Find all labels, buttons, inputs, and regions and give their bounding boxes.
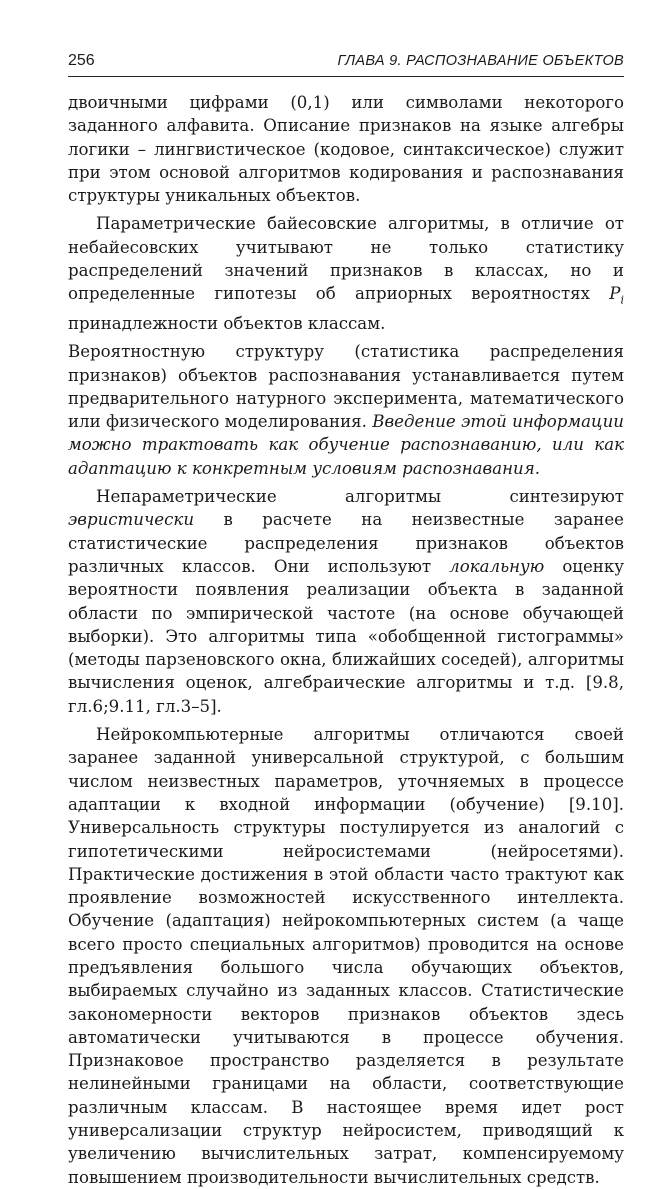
probability-symbol: P: [609, 284, 621, 304]
paragraph-5: Нейрокомпьютерные алгоритмы отличаются своей заранее заданной универсальной структурой, с большим числом неизвестных параметров, уточняемых в процессе адаптации к входной информации (обучение) [9.10]. Универсальность структуры постулируется из аналогий с гипотетическими нейросистемами (нейросетями). Практические достижения в этой области часто трактуют как проявление возможностей искусственного интеллекта. Обучение (адаптация) нейрокомпьютерных систем (а чаще всего просто специальных алгоритмов) проводится на основе предъявления большого числа обучающих объектов, выбираемых случайно из заданных классов. Статистические закономерности векторов признаков объектов здесь автоматически учитываются в процессе обучения. Признаковое пространство разделяется в результате нелинейными границами на области, соответствующие различным классам. В настоящее время идет рост универсализации структур нейросистем, приводящий к увеличению вычислительных затрат, компенсируемому повышением производительности вычислительных средств.: [68, 725, 624, 1187]
paragraph-4: [68, 485, 624, 718]
paragraph-1: двоичными цифрами (0,1) или символами некоторого заданного алфавита. Описание признаков на языке алгебры логики – лингвистическое (кодовое, синтаксическое) служит при этом основой алгоритмов кодирования и распознавания структуры уникальных объектов.: [68, 93, 624, 206]
paragraph-2: [68, 212, 624, 335]
page-header: [68, 52, 624, 77]
book-page: [68, 52, 624, 1189]
page-body: [68, 91, 624, 1189]
paragraph-3-text: Вероятностную структуру (статистика распределения признаков) объектов распознавания устанавливается путем предварительного натурного эксперимента, математического или физического моделирования.: [68, 342, 624, 432]
running-head: ГЛАВА 9. РАСПОЗНАВАНИЕ ОБЪЕКТОВ: [337, 53, 624, 69]
probability-subscript: i: [620, 293, 624, 307]
paragraph-4-text-b: в расчете на неизвестные заранее статистические распределения признаков объектов различных классов. Они используют: [68, 510, 624, 576]
paragraph-3-italic: Введение этой информации можно трактовать как обучение распознаванию, или как адаптацию к конкретным условиям распознавания.: [68, 412, 624, 478]
paragraph-4-text-a: Непараметрические алгоритмы синтезируют: [96, 487, 624, 507]
paragraph-2-text: Параметрические байесовские алгоритмы, в отличие от небайесовских учитывают не только статистику распределений значений признаков в классах, но и определенные гипотезы об априорных вероятностях: [68, 214, 624, 304]
paragraph-4-italic-2: локальную: [449, 556, 545, 576]
paragraph-4-italic-1: эвристически: [68, 510, 195, 530]
paragraph-2-tail: принадлежности объектов классам.: [68, 313, 386, 333]
paragraph-3: [68, 340, 624, 480]
page-number: 256: [68, 52, 95, 69]
paragraph-4-text-c: оценку вероятности появления реализации объекта в заданной области по эмпирической частоте (на основе обучающей выборки). Это алгоритмы типа «обобщенной гистограммы» (методы парзеновского окна, ближайших соседей), алгоритмы вычисления оценок, алгебраические алгоритмы и т.д. [9.8, гл.6;9.11, гл.3–5].: [68, 556, 624, 716]
